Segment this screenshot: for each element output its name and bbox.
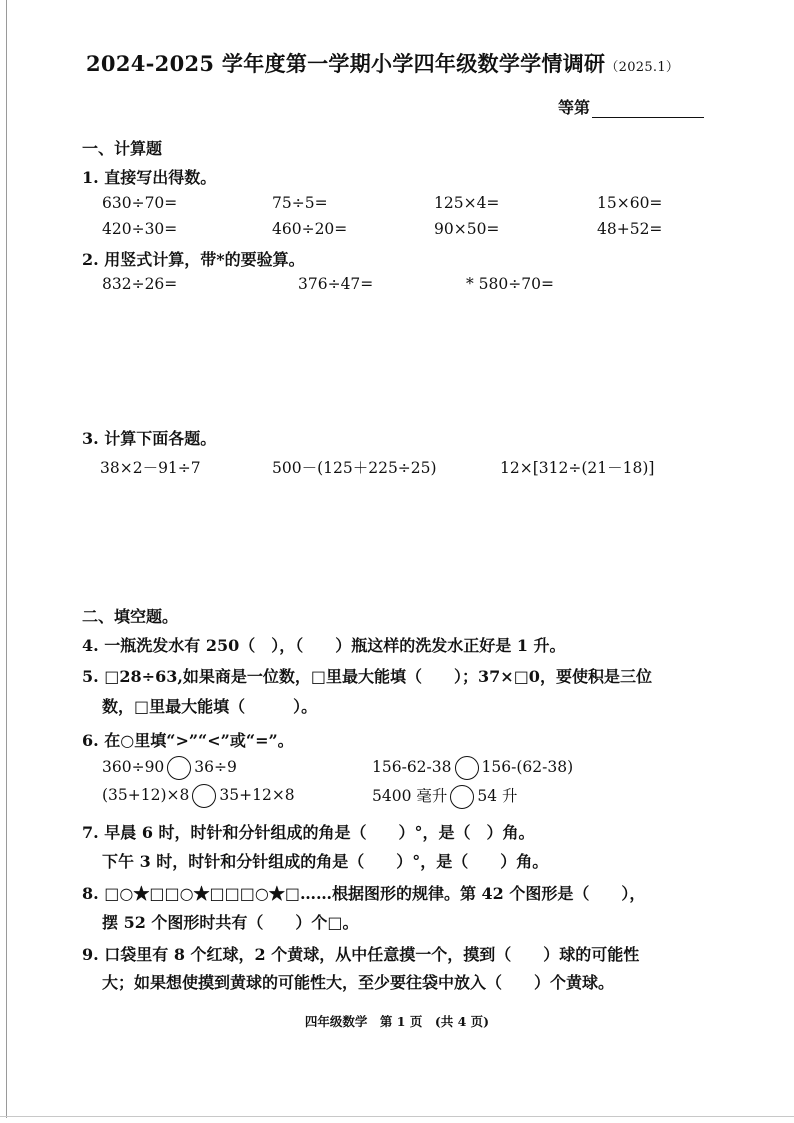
title-date: （2025.1） — [605, 60, 680, 75]
q3-item: 500－(125＋225÷25) — [272, 459, 437, 477]
q1-item: 75÷5= — [272, 194, 328, 212]
q6-compare-row — [102, 756, 237, 780]
grade-field — [558, 95, 704, 118]
page-title — [86, 48, 679, 78]
q3-item: 38×2－91÷7 — [100, 459, 201, 477]
q6-label: 6. 在○里填“>”“<”或“=”。 — [82, 731, 294, 750]
compare-circle-icon[interactable] — [455, 756, 479, 780]
section1-heading: 一、计算题 — [82, 139, 163, 158]
q6-expr: 35+12×8 — [219, 786, 295, 804]
page-footer: 四年级数学 第 1 页 (共 4 页) — [304, 1014, 490, 1029]
grade-blank[interactable] — [592, 101, 704, 118]
q6-expr: 156-(62-38) — [481, 758, 574, 776]
q2-item: * 580÷70= — [466, 275, 554, 293]
q7-line1: 7. 早晨 6 时，时针和分针组成的角是（ ）°，是（ ）角。 — [82, 823, 535, 842]
q9-line1: 9. 口袋里有 8 个红球，2 个黄球，从中任意摸一个，摸到（ ）球的可能性 — [82, 945, 640, 964]
q8-line2: 摆 52 个图形时共有（ ）个□。 — [102, 913, 359, 932]
q1-item: 460÷20= — [272, 220, 348, 238]
q5-line1: 5. □28÷63,如果商是一位数，□里最大能填（ ）；37×□0，要使积是三位 — [82, 667, 652, 686]
q6-expr: 360÷90 — [102, 758, 165, 776]
q1-item: 420÷30= — [102, 220, 178, 238]
q7-line2: 下午 3 时，时针和分针组成的角是（ ）°，是（ ）角。 — [102, 852, 549, 871]
q2-label: 2. 用竖式计算，带*的要验算。 — [82, 250, 305, 269]
q8-line1: 8. □○★□□○★□□□○★□……根据图形的规律。第 42 个图形是（ ）， — [82, 884, 646, 903]
q6-compare-row — [372, 784, 518, 809]
q6-expr: 36÷9 — [194, 758, 237, 776]
compare-circle-icon[interactable] — [167, 756, 191, 780]
compare-circle-icon[interactable] — [192, 784, 216, 808]
section2-heading: 二、填空题。 — [82, 607, 179, 626]
q9-line2: 大；如果想使摸到黄球的可能性大，至少要往袋中放入（ ）个黄球。 — [102, 973, 615, 992]
scan-bottom-line — [0, 1116, 794, 1117]
q1-item: 15×60= — [597, 194, 663, 212]
q6-expr: (35+12)×8 — [102, 786, 190, 804]
q6-expr: 54 升 — [477, 787, 518, 805]
scan-edge-line — [6, 0, 7, 1118]
q3-label: 3. 计算下面各题。 — [82, 429, 217, 448]
compare-circle-icon[interactable] — [450, 785, 474, 809]
q2-item: 832÷26= — [102, 275, 178, 293]
q6-expr: 5400 毫升 — [372, 787, 448, 805]
q1-item: 125×4= — [434, 194, 500, 212]
q4-text: 4. 一瓶洗发水有 250（ ），（ ）瓶这样的洗发水正好是 1 升。 — [82, 636, 566, 655]
q1-item: 630÷70= — [102, 194, 178, 212]
q6-compare-row — [102, 784, 295, 808]
q5-line2: 数，□里最大能填（ ）。 — [102, 697, 318, 716]
q6-expr: 156-62-38 — [372, 758, 452, 776]
q1-label: 1. 直接写出得数。 — [82, 168, 217, 187]
q3-item: 12×[312÷(21－18)] — [500, 459, 655, 477]
q2-item: 376÷47= — [298, 275, 374, 293]
q1-item: 48+52= — [597, 220, 663, 238]
grade-label: 等第 — [558, 98, 591, 117]
q1-item: 90×50= — [434, 220, 500, 238]
q6-compare-row — [372, 756, 573, 780]
title-text: 2024-2025 学年度第一学期小学四年级数学学情调研 — [86, 51, 606, 76]
